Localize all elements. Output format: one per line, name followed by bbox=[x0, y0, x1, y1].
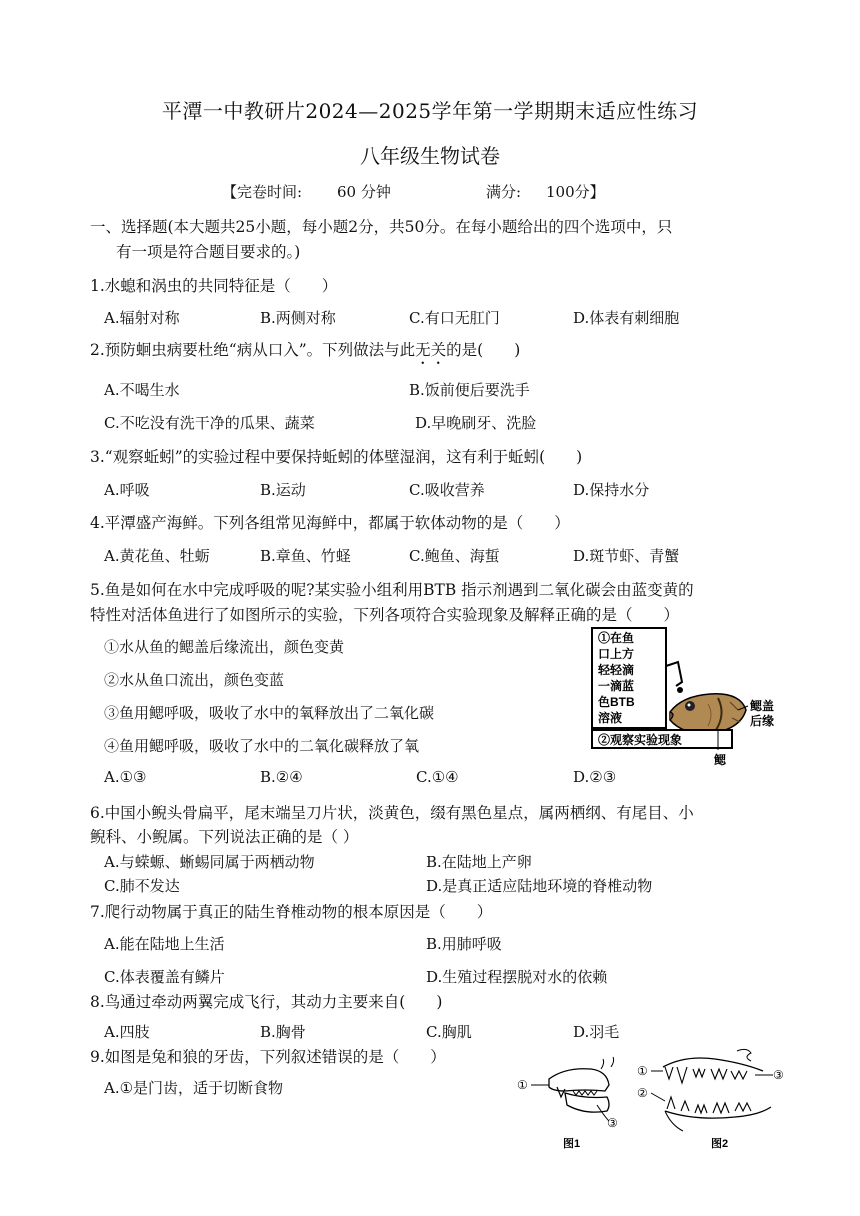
fig5-box-line-5: 色BTB bbox=[598, 695, 635, 709]
fig2-label-2: ② bbox=[637, 1086, 648, 1100]
q9-option-a: A.①是门齿，适于切断食物 bbox=[104, 1079, 284, 1097]
q5-statement-4: ④鱼用鳃呼吸，吸收了水中的二氧化碳释放了氧 bbox=[104, 737, 420, 755]
q2-option-b: B.饭前便后要洗手 bbox=[409, 381, 530, 399]
fig5-label-gill-cover-2: 后缘 bbox=[750, 714, 775, 728]
q6-option-b: B.在陆地上产卵 bbox=[426, 853, 532, 871]
q3-stem: 3.“观察蚯蚓”的实验过程中要保持蚯蚓的体壁湿润，这有利于蚯蚓( ) bbox=[90, 448, 583, 466]
q3-option-b: B.运动 bbox=[260, 481, 306, 499]
q2-stem-pre: 2.预防蛔虫病要杜绝“病从口入”。下列做法与此 bbox=[90, 341, 416, 359]
wolf-teeth-drawing bbox=[637, 1049, 784, 1150]
q2-option-d: D.早晚刷牙、洗脸 bbox=[415, 414, 537, 432]
q3-option-a: A.呼吸 bbox=[104, 481, 150, 499]
fig5-box-line-4: 一滴蓝 bbox=[598, 679, 635, 693]
fig2-label-3: ③ bbox=[773, 1068, 784, 1082]
fig5-caption: ②观察实验现象 bbox=[598, 733, 683, 747]
fish-experiment-figure bbox=[590, 626, 790, 766]
q4-option-a: A.黄花鱼、牡蛎 bbox=[104, 547, 210, 565]
q5-option-d: D.②③ bbox=[573, 768, 617, 786]
exam-subtitle: 八年级生物试卷 bbox=[360, 144, 500, 168]
q7-option-b: B.用肺呼吸 bbox=[426, 935, 502, 953]
q8-option-b: B.胸骨 bbox=[260, 1023, 306, 1041]
q8-stem: 8.鸟通过牵动两翼完成飞行，其动力主要来自( ) bbox=[90, 993, 443, 1011]
q5-statement-1: ①水从鱼的鳃盖后缘流出，颜色变黄 bbox=[104, 638, 345, 656]
q7-stem: 7.爬行动物属于真正的陆生脊椎动物的根本原因是（ ） bbox=[90, 903, 493, 921]
q8-option-a: A.四肢 bbox=[104, 1023, 150, 1041]
section-heading-line2: 有一项是符合题目要求的。) bbox=[116, 243, 301, 261]
q5-statement-3: ③鱼用鳃呼吸，吸收了水中的氧释放出了二氧化碳 bbox=[104, 704, 435, 722]
fig1-label-1: ① bbox=[517, 1078, 528, 1092]
q5-option-b: B.②④ bbox=[260, 768, 303, 786]
q8-option-d: D.羽毛 bbox=[573, 1023, 620, 1041]
fig5-label-gill: 鳃 bbox=[714, 753, 727, 766]
q9-stem: 9.如图是兔和狼的牙齿，下列叙述错误的是（ ） bbox=[90, 1048, 446, 1066]
score-value: 100分】 bbox=[546, 183, 605, 201]
q6-stem-line1: 6.中国小鲵头骨扁平，尾末端呈刀片状，淡黄色，缀有黑色星点，属两栖纲、有尾目、小 bbox=[90, 804, 694, 822]
fig2-label-1: ① bbox=[637, 1064, 648, 1078]
fig5-box-line-3: 轻轻滴 bbox=[598, 663, 635, 677]
q7-option-d: D.生殖过程摆脱对水的依赖 bbox=[426, 968, 608, 986]
q6-option-a: A.与蝾螈、蜥蜴同属于两栖动物 bbox=[104, 853, 315, 871]
q1-stem: 1.水螅和涡虫的共同特征是（ ） bbox=[90, 277, 338, 295]
q5-option-a: A.①③ bbox=[104, 768, 147, 786]
q6-stem-line2: 鲵科、小鲵属。下列说法正确的是（ ） bbox=[90, 828, 359, 846]
q2-option-c: C.不吃没有洗干净的瓜果、蔬菜 bbox=[104, 414, 315, 432]
q1-option-b: B.两侧对称 bbox=[260, 309, 336, 327]
teeth-figure bbox=[515, 1045, 790, 1155]
exam-title: 平潭一中教研片2024—2025学年第一学期期末适应性练习 bbox=[161, 99, 699, 123]
time-value: 60 分钟 bbox=[337, 183, 391, 201]
q6-option-c: C.肺不发达 bbox=[104, 877, 180, 895]
rabbit-teeth-drawing bbox=[517, 1057, 618, 1150]
fig1-label-3: ③ bbox=[607, 1116, 618, 1130]
q5-stem-line1: 5.鱼是如何在水中完成呼吸的呢?某实验小组利用BTB 指示剂遇到二氧化碳会由蓝变黄的 bbox=[90, 581, 694, 599]
fig2-caption: 图2 bbox=[711, 1138, 729, 1150]
q5-statement-2: ②水从鱼口流出，颜色变蓝 bbox=[104, 671, 285, 689]
q7-option-c: C.体表覆盖有鳞片 bbox=[104, 968, 225, 986]
fig5-box-line-6: 溶液 bbox=[598, 711, 623, 725]
q5-option-c: C.①④ bbox=[416, 768, 459, 786]
fig5-label-gill-cover-1: 鳃盖 bbox=[750, 699, 775, 713]
time-label: 【完卷时间: bbox=[222, 183, 303, 201]
fig5-box-line-2: 口上方 bbox=[598, 647, 635, 661]
q4-option-b: B.章鱼、竹蛏 bbox=[260, 547, 351, 565]
q3-option-c: C.吸收营养 bbox=[409, 481, 485, 499]
fig5-box-line-1: ①在鱼 bbox=[598, 631, 635, 645]
q8-option-c: C.胸肌 bbox=[426, 1023, 472, 1041]
q2-stem-post: 的是( ) bbox=[446, 341, 521, 359]
q7-option-a: A.能在陆地上生活 bbox=[104, 935, 225, 953]
q1-option-c: C.有口无肛门 bbox=[409, 309, 500, 327]
score-label: 满分: bbox=[486, 183, 522, 201]
q2-option-a: A.不喝生水 bbox=[104, 381, 180, 399]
fish-head-image bbox=[670, 694, 746, 734]
q1-option-a: A.辐射对称 bbox=[104, 309, 180, 327]
q3-option-d: D.保持水分 bbox=[573, 481, 650, 499]
q2-stem bbox=[90, 338, 520, 368]
q2-stem-emphasis: 无关 bbox=[415, 341, 447, 359]
q4-option-c: C.鲍鱼、海蜇 bbox=[409, 547, 500, 565]
q4-stem: 4.平潭盛产海鲜。下列各组常见海鲜中，都属于软体动物的是（ ） bbox=[90, 514, 570, 532]
section-heading-line1: 一、选择题(本大题共25小题，每小题2分，共50分。在每小题给出的四个选项中，只 bbox=[90, 218, 673, 236]
q4-option-d: D.斑节虾、青蟹 bbox=[573, 547, 680, 565]
fig1-caption: 图1 bbox=[563, 1138, 581, 1150]
q1-option-d: D.体表有刺细胞 bbox=[573, 309, 680, 327]
q5-stem-line2: 特性对活体鱼进行了如图所示的实验，下列各项符合实验现象及解释正确的是（ ） bbox=[90, 606, 680, 624]
q6-option-d: D.是真正适应陆地环境的脊椎动物 bbox=[426, 877, 653, 895]
